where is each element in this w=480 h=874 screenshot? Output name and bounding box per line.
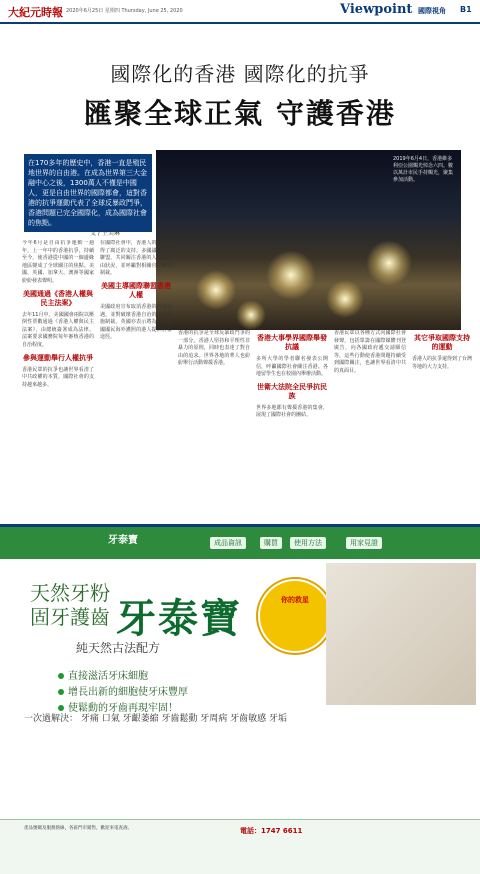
article-column-5: 香港民眾以各種方式向國際社會發聲，包括眾籌在國際媒體刊登廣告，向各國政府遞交請願信等。這些行動使香港問題持續受到國際關注，也讓世界看清中共的真面目。	[334, 330, 406, 374]
subhead-3: 美國主導國際聯盟香港人權	[101, 281, 171, 299]
subhead-6: 其它爭取國際支持的運動	[414, 334, 470, 351]
dateline: 2020年6月25日 星期四 Thursday, June 25, 2020	[66, 8, 183, 14]
ad-badge-text: 你的救星	[281, 596, 309, 604]
article-column-6: 其它爭取國際支持的運動 香港人的抗爭還得到了台灣等地的大力支持。	[412, 334, 472, 370]
advertisement	[0, 527, 480, 873]
headline-line-2: 匯聚全球正氣 守護香港	[84, 97, 396, 130]
ad-bullet-1: 直接滋活牙床細胞	[58, 667, 148, 682]
ad-tagline-1: 天然牙粉	[30, 581, 110, 605]
ad-tagline	[30, 581, 110, 629]
ad-phone: 電話：1747 6611	[240, 827, 303, 835]
lead-paragraph: 在170多年的歷史中，香港一直是殖民地世界的自由港。在成為世界第三大金融中心之後，1300萬人不僅是中國人，更是自由世界的國際都會，這對香港的抗爭運動代表了全球反暴政鬥爭，香港問題已完全國際化，成為國際社會的焦點。	[24, 154, 152, 232]
photo-caption: 2019年6月4日，香港維多利亞公園燭光悼念六四。數以萬計市民手持燭光，聚集參加活動。	[393, 156, 454, 183]
viewpoint-label: Viewpoint	[340, 2, 413, 17]
ad-nav-products[interactable]: 成品資訊	[210, 537, 246, 549]
page-header	[0, 0, 480, 24]
ad-brand-logo: 牙泰寶	[108, 535, 138, 546]
ad-bullet-2: 增長出新的細胞使牙床豐厚	[58, 683, 188, 698]
subhead-5: 世衛大法院全民爭抗民族	[257, 382, 327, 400]
ad-nav-testimonials[interactable]: 用家見證	[346, 537, 382, 549]
section-label: 國際視角	[418, 7, 446, 15]
ad-nav-buy[interactable]: 購買	[260, 537, 282, 549]
ad-tagline-2: 固牙護齒	[30, 605, 110, 629]
masthead: 大紀元時報	[8, 6, 63, 19]
article-column-2: 在國際社會中，香港人的抗爭獲得了廣泛的支持。多國議員組成聯盟，共同關注香港的人權和自由狀況，並呼籲對相關官員實施制裁。 美國主導國際聯盟香港人權 美國政府宣布取消香港的特殊待遇，並對破壞香港自治的官員實施制裁。英國亦表示將為持有英國國民海外護照的港人提供居留途徑。	[100, 240, 172, 341]
byline: 文 / 王美琳	[90, 230, 120, 237]
subhead-1: 美國通過《香港人權與民主法案》	[23, 289, 93, 307]
article-column-4: 香港大事學界國際舉發抗議 多所大學的學者聯名發表公開信，呼籲國際社會關注香港。各地留學生也在校園內舉辦活動。 世衛大法院全民爭抗民族 世界多地都有聲援香港的集會，展現了國際社會的團結。	[256, 334, 328, 419]
ad-solution-strip: 一次過解決： 牙痛 口氣 牙齦萎縮 牙齒鬆動 牙周病 牙齒敏感 牙垢	[24, 714, 288, 724]
ad-natural-formula: 純天然古法配方	[76, 641, 161, 655]
subhead-2: 參與運動舉行人權抗爭	[23, 353, 93, 362]
page-number: B1	[460, 5, 472, 14]
candlelight-vigil-photo	[156, 150, 461, 330]
ad-bullet-3: 使鬆動的牙齒再現牢固！	[58, 699, 178, 714]
ad-brand-name: 牙泰寶	[116, 595, 242, 642]
headline-line-1: 國際化的香港 國際化的抗爭	[110, 62, 370, 86]
ad-elderly-couple-image	[326, 563, 476, 705]
ad-header-bar	[0, 527, 480, 559]
ad-fine-print: 產品號碼及服務熱線，各區門市銷售，歡迎來電查詢。	[24, 826, 132, 831]
subhead-4: 香港大事學界國際舉發抗議	[257, 334, 327, 351]
ad-contact-footer	[0, 819, 480, 874]
ad-nav-usage[interactable]: 使用方法	[290, 537, 326, 549]
ad-badge	[258, 579, 332, 653]
article-column-1: 今年6月是自由抗爭運動一週年，上一年中的香港抗爭，持續至今，使香港從中國的一個邊緣地區變成了全球關注的焦點。美國、英國、加拿大、澳洲等國家紛紛發表聲明。 美國通過《香港人權與民主法案》 去年11月中，美國國會兩院以壓倒性票數通過《香港人權與民主法案》，由總統簽署成為法律。法案要求國務院每年審核香港的自治程度。 參與運動舉行人權抗爭 香港民眾的抗爭也讓世界看清了中共政權的本質，國際社會的支持越來越多。	[22, 240, 94, 388]
article-column-3: 香港的抗爭是全球反暴政鬥爭的一部分。香港人堅持和平理性非暴力的原則，同時也表達了對自由的追求。世界各地的華人也紛紛舉行活動聲援香港。	[178, 330, 250, 367]
